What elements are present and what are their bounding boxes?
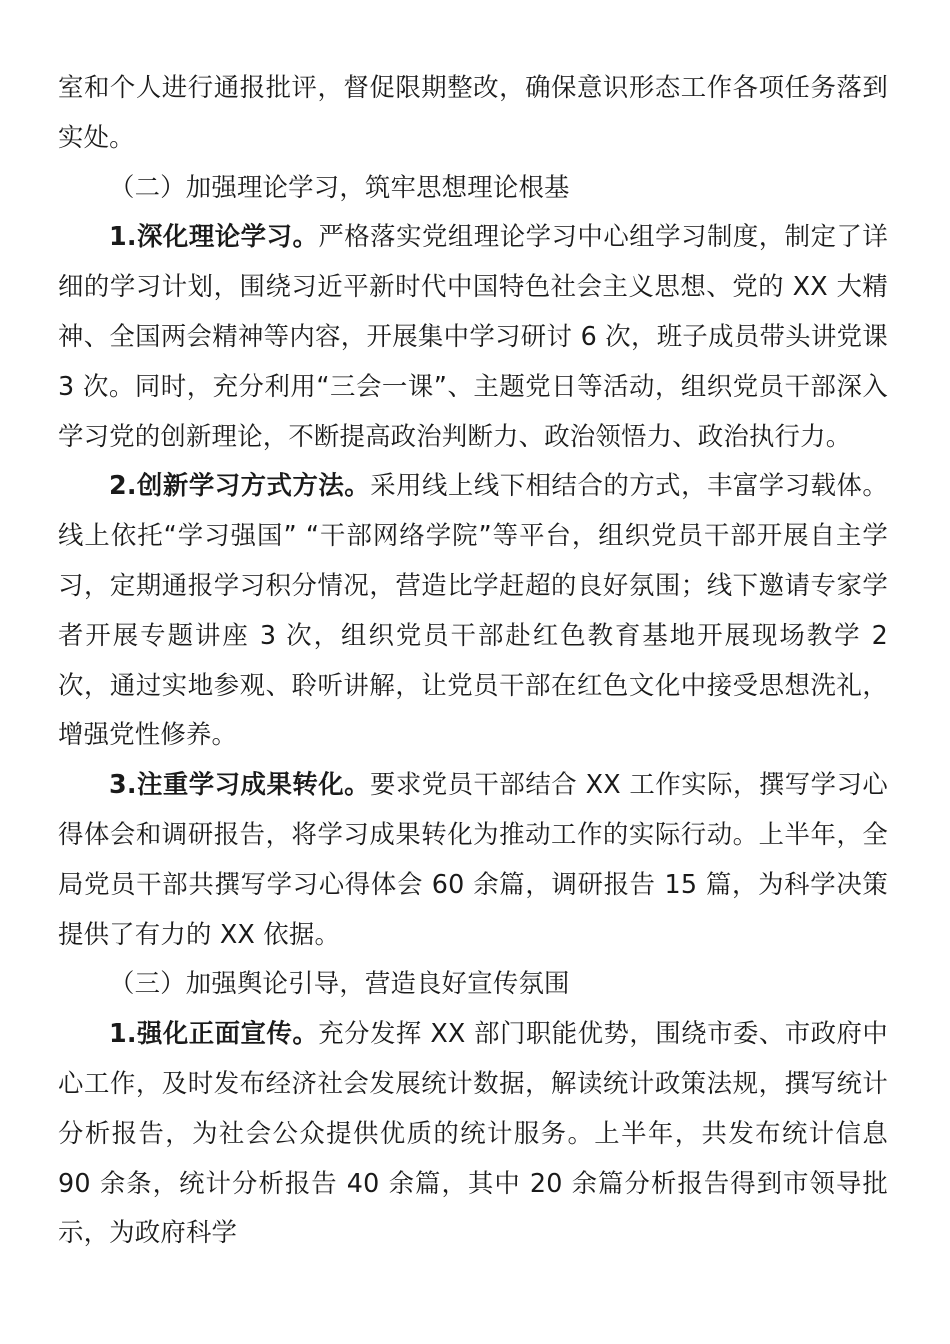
item-2-1 (58, 212, 888, 461)
item-2-2 (58, 461, 888, 760)
section-heading-3: （三）加强舆论引导，营造良好宣传氛围 (109, 968, 570, 999)
item-2-3-lead: 3.注重学习成果转化。 (109, 769, 370, 800)
item-2-1-body: 严格落实党组理论学习中心组学习制度，制定了详细的学习计划，围绕习近平新时代中国特色社会主义思想、党的 XX 大精神、全国两会精神等内容，开展集中学习研讨 6 次，班子成员带头讲党课 3 次。同时，充分利用“三会一课”、主题党日等活动，组织党员干部深入学习党的创新理论，不断提高政治判断力、政治领悟力、政治执行力。 (58, 221, 888, 451)
item-2-1-lead: 1.深化理论学习。 (109, 221, 319, 252)
item-2-3 (58, 760, 888, 959)
item-3-1-body: 充分发挥 XX 部门职能优势，围绕市委、市政府中心工作，及时发布经济社会发展统计数据，解读统计政策法规，撰写统计分析报告，为社会公众提供优质的统计服务。上半年，共发布统计信息 90 余条，统计分析报告 40 余篇，其中 20 余篇分析报告得到市领导批示，为政府科学 (58, 1018, 888, 1248)
item-3-1 (58, 1009, 888, 1258)
item-2-2-lead: 2.创新学习方式方法。 (109, 470, 371, 501)
section-heading-2: （二）加强理论学习，筑牢思想理论根基 (109, 171, 570, 202)
item-2-3-body: 要求党员干部结合 XX 工作实际，撰写学习心得体会和调研报告，将学习成果转化为推动工作的实际行动。上半年，全局党员干部共撰写学习心得体会 60 余篇，调研报告 15 篇，为科学决策提供了有力的 XX 依据。 (58, 769, 888, 949)
document-body (58, 63, 888, 1258)
item-3-1-lead: 1.强化正面宣传。 (109, 1018, 319, 1049)
paragraph-continuation: 室和个人进行通报批评，督促限期整改，确保意识形态工作各项任务落到实处。 (58, 72, 888, 152)
item-2-2-body: 采用线上线下相结合的方式，丰富学习载体。线上依托“学习强国” “干部网络学院”等平台，组织党员干部开展自主学习，定期通报学习积分情况，营造比学赶超的良好氛围；线下邀请专家学者开展专题讲座 3 次，组织党员干部赴红色教育基地开展现场教学 2 次，通过实地参观、聆听讲解，让党员干部在红色文化中接受思想洗礼，增强党性修养。 (58, 470, 888, 750)
